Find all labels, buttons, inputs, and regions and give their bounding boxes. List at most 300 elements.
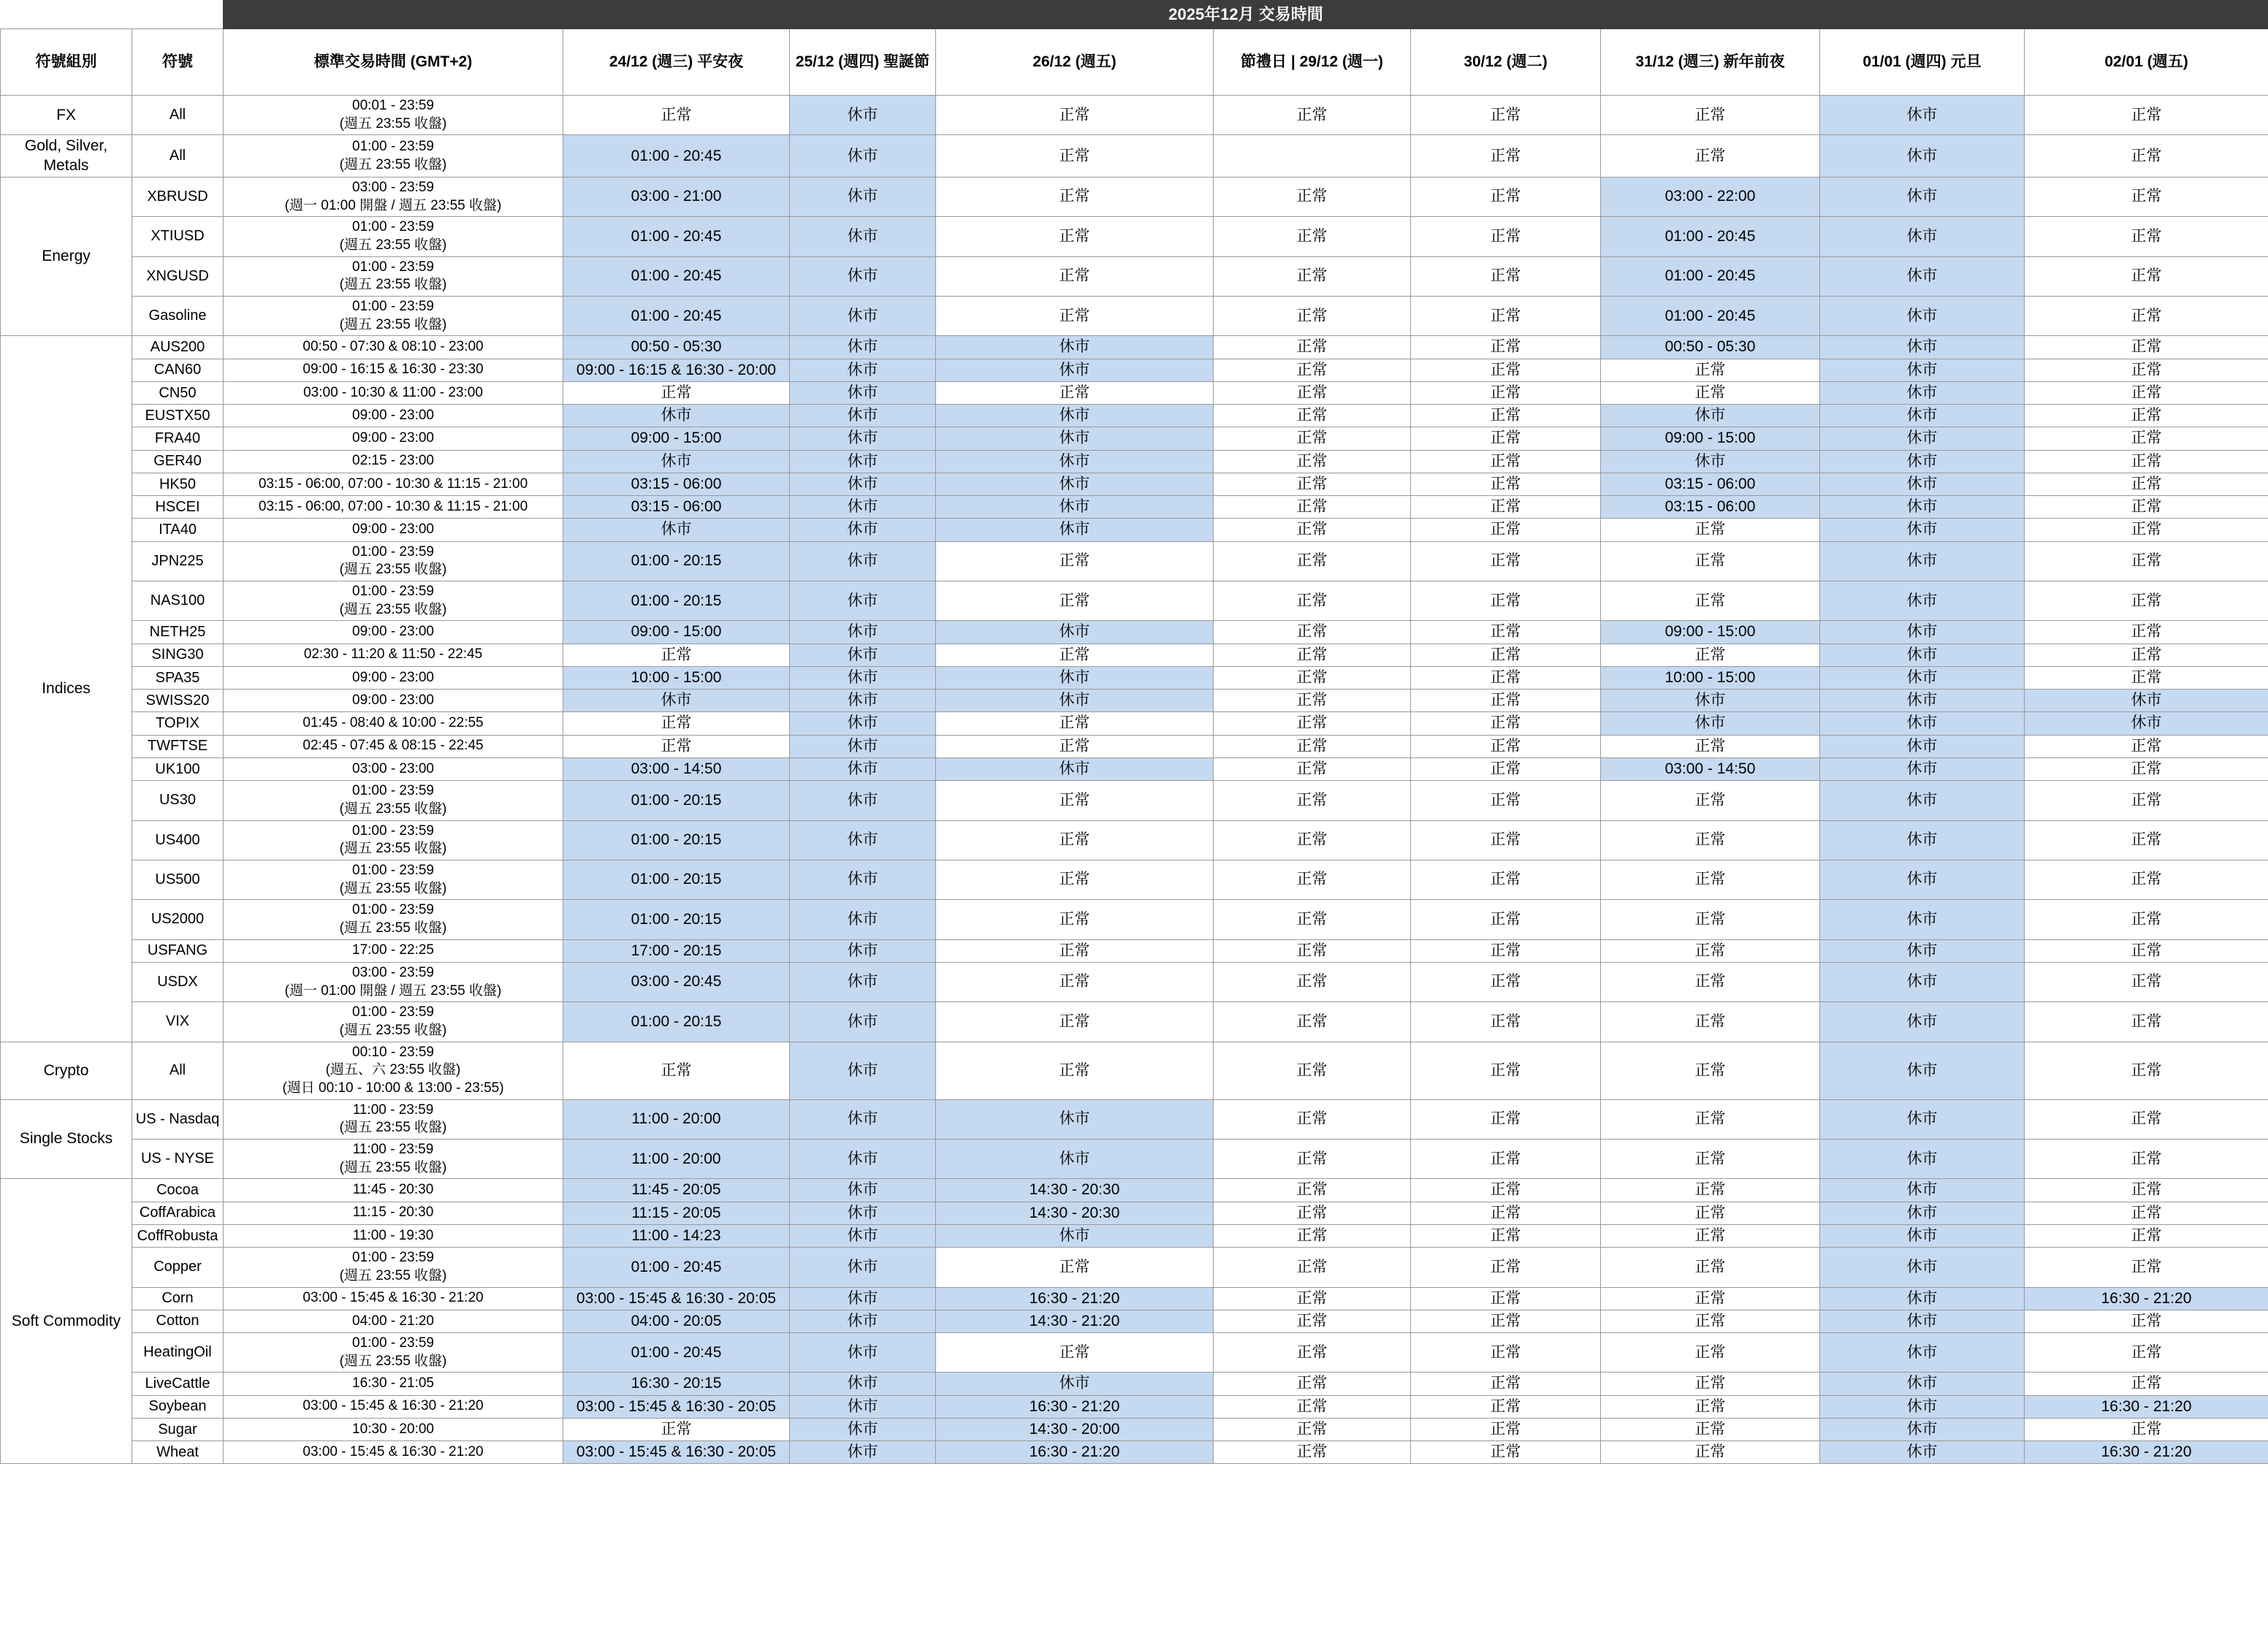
schedule-cell: 正常	[1601, 1179, 1820, 1202]
symbol-cell: CN50	[132, 381, 224, 404]
schedule-cell: 正常	[1601, 900, 1820, 939]
schedule-cell: 03:15 - 06:00	[1601, 473, 1820, 495]
schedule-cell: 正常	[2025, 1099, 2268, 1139]
column-header-4: 25/12 (週四) 聖誕節	[790, 29, 936, 96]
schedule-cell: 休市	[1820, 820, 2025, 860]
schedule-cell: 03:00 - 15:45 & 16:30 - 20:05	[563, 1441, 790, 1464]
table-row	[1, 1287, 2268, 1310]
standard-hours-line: 02:45 - 07:45 & 08:15 - 22:45	[302, 738, 484, 754]
schedule-cell: 16:30 - 21:20	[936, 1441, 1214, 1464]
schedule-cell: 休市	[1820, 336, 2025, 359]
standard-hours-cell	[224, 1333, 563, 1373]
schedule-cell: 正常	[1214, 1248, 1411, 1287]
table-row	[1, 962, 2268, 1001]
schedule-cell: 正常	[1411, 381, 1601, 404]
schedule-cell: 休市	[790, 405, 936, 427]
schedule-cell: 正常	[1601, 519, 1820, 541]
symbol-cell: CoffRobusta	[132, 1224, 224, 1247]
schedule-cell: 休市	[1820, 297, 2025, 336]
schedule-cell: 正常	[1601, 359, 1820, 381]
schedule-cell: 正常	[1601, 644, 1820, 666]
schedule-cell: 休市	[1820, 1310, 2025, 1332]
standard-hours-line: (週一 01:00 開盤 / 週五 23:55 收盤)	[284, 197, 502, 213]
schedule-cell: 正常	[1411, 1179, 1601, 1202]
column-header-1: 符號	[132, 29, 224, 96]
standard-hours-cell	[224, 1042, 563, 1099]
schedule-cell: 01:00 - 20:15	[563, 541, 790, 581]
standard-hours-cell	[224, 359, 563, 381]
schedule-cell: 14:30 - 21:20	[936, 1310, 1214, 1332]
standard-hours-cell	[224, 473, 563, 495]
table-row	[1, 217, 2268, 256]
page-title: 2025年12月 交易時間	[224, 1, 2268, 29]
schedule-cell: 正常	[2025, 666, 2268, 689]
schedule-cell: 正常	[1214, 336, 1411, 359]
standard-hours-cell	[224, 405, 563, 427]
symbol-cell: Cotton	[132, 1310, 224, 1332]
standard-hours-cell	[224, 781, 563, 820]
schedule-cell: 休市	[936, 519, 1214, 541]
schedule-cell: 休市	[790, 712, 936, 735]
schedule-cell: 正常	[2025, 1248, 2268, 1287]
standard-hours-cell	[224, 735, 563, 757]
standard-hours-cell	[224, 1002, 563, 1042]
standard-hours-cell	[224, 1441, 563, 1464]
schedule-cell: 休市	[1820, 1287, 2025, 1310]
schedule-cell: 休市	[790, 1042, 936, 1099]
schedule-cell: 10:00 - 15:00	[1601, 666, 1820, 689]
symbol-cell: All	[132, 1042, 224, 1099]
schedule-cell: 01:00 - 20:45	[563, 217, 790, 256]
schedule-cell: 正常	[2025, 735, 2268, 757]
symbol-cell: USDX	[132, 962, 224, 1001]
standard-hours-line: 11:00 - 23:59	[352, 1102, 434, 1118]
schedule-cell: 休市	[936, 405, 1214, 427]
schedule-cell: 正常	[2025, 336, 2268, 359]
schedule-cell: 正常	[1411, 1441, 1601, 1464]
table-row	[1, 900, 2268, 939]
schedule-cell: 正常	[1411, 541, 1601, 581]
standard-hours-cell	[224, 581, 563, 621]
schedule-cell: 正常	[2025, 496, 2268, 519]
schedule-cell: 正常	[2025, 450, 2268, 473]
schedule-cell: 休市	[790, 1224, 936, 1247]
schedule-cell: 正常	[2025, 177, 2268, 216]
schedule-cell: 正常	[1411, 1042, 1601, 1099]
schedule-cell: 03:00 - 21:00	[563, 177, 790, 216]
standard-hours-line: 09:00 - 16:15 & 16:30 - 23:30	[302, 362, 484, 378]
standard-hours-cell	[224, 519, 563, 541]
schedule-cell: 休市	[1601, 405, 1820, 427]
schedule-cell: 休市	[790, 450, 936, 473]
symbol-cell: CoffArabica	[132, 1202, 224, 1224]
schedule-cell: 00:50 - 05:30	[1601, 336, 1820, 359]
schedule-cell: 03:15 - 06:00	[563, 496, 790, 519]
schedule-cell: 休市	[790, 820, 936, 860]
schedule-cell: 正常	[936, 1333, 1214, 1373]
schedule-cell: 休市	[1820, 939, 2025, 962]
standard-hours-line: 11:00 - 23:59	[352, 1142, 434, 1158]
schedule-cell: 正常	[1411, 217, 1601, 256]
standard-hours-cell	[224, 962, 563, 1001]
schedule-cell: 正常	[1601, 939, 1820, 962]
schedule-cell: 休市	[790, 336, 936, 359]
schedule-cell: 休市	[790, 427, 936, 450]
schedule-cell: 休市	[1820, 135, 2025, 178]
schedule-cell: 正常	[2025, 820, 2268, 860]
schedule-cell: 正常	[2025, 860, 2268, 899]
schedule-cell: 正常	[936, 297, 1214, 336]
schedule-cell: 01:00 - 20:15	[563, 1002, 790, 1042]
schedule-cell: 正常	[1411, 1224, 1601, 1247]
standard-hours-cell	[224, 1099, 563, 1139]
symbol-cell: CAN60	[132, 359, 224, 381]
standard-hours-cell	[224, 135, 563, 178]
table-row	[1, 473, 2268, 495]
schedule-cell: 正常	[2025, 1042, 2268, 1099]
symbol-cell: EUSTX50	[132, 405, 224, 427]
standard-hours-line: 09:00 - 23:00	[352, 692, 434, 708]
schedule-cell	[1214, 135, 1411, 178]
schedule-cell: 休市	[936, 450, 1214, 473]
schedule-cell: 正常	[1601, 1441, 1820, 1464]
standard-hours-cell	[224, 1373, 563, 1395]
schedule-cell: 正常	[1411, 427, 1601, 450]
schedule-cell: 休市	[936, 1224, 1214, 1247]
schedule-cell: 正常	[1601, 135, 1820, 178]
schedule-cell: 休市	[936, 1099, 1214, 1139]
schedule-cell: 16:30 - 21:20	[936, 1395, 1214, 1418]
schedule-cell: 休市	[790, 217, 936, 256]
schedule-cell: 休市	[936, 666, 1214, 689]
schedule-cell: 休市	[790, 1140, 936, 1179]
schedule-cell: 正常	[936, 217, 1214, 256]
standard-hours-cell	[224, 820, 563, 860]
schedule-cell: 休市	[1820, 1333, 2025, 1373]
standard-hours-line: (週五 23:55 收盤)	[339, 920, 447, 936]
standard-hours-cell	[224, 757, 563, 780]
schedule-cell: 正常	[936, 900, 1214, 939]
standard-hours-line: 11:45 - 20:30	[352, 1182, 434, 1198]
symbol-cell: US2000	[132, 900, 224, 939]
schedule-cell: 休市	[1820, 541, 2025, 581]
standard-hours-cell	[224, 666, 563, 689]
schedule-cell: 休市	[790, 135, 936, 178]
schedule-cell: 16:30 - 21:20	[2025, 1441, 2268, 1464]
standard-hours-line: 04:00 - 21:20	[352, 1313, 434, 1329]
schedule-cell: 休市	[790, 621, 936, 644]
schedule-cell: 休市	[1820, 581, 2025, 621]
symbol-group-cell: Energy	[1, 177, 132, 336]
schedule-cell: 正常	[2025, 217, 2268, 256]
table-row	[1, 1248, 2268, 1287]
schedule-cell: 04:00 - 20:05	[563, 1310, 790, 1332]
schedule-cell: 正常	[1214, 781, 1411, 820]
column-header-8: 31/12 (週三) 新年前夜	[1601, 29, 1820, 96]
table-row	[1, 757, 2268, 780]
standard-hours-line: 03:15 - 06:00, 07:00 - 10:30 & 11:15 - 21:00	[258, 498, 528, 514]
standard-hours-line: 01:00 - 23:59	[352, 1004, 434, 1020]
schedule-cell: 正常	[2025, 1224, 2268, 1247]
standard-hours-cell	[224, 621, 563, 644]
schedule-cell: 休市	[790, 1248, 936, 1287]
standard-hours-line: (週五 23:55 收盤)	[339, 115, 447, 131]
schedule-cell: 休市	[790, 900, 936, 939]
standard-hours-line: (週五 23:55 收盤)	[339, 880, 447, 896]
table-row	[1, 621, 2268, 644]
symbol-cell: SPA35	[132, 666, 224, 689]
table-row	[1, 96, 2268, 135]
schedule-cell: 正常	[563, 712, 790, 735]
schedule-cell: 03:00 - 14:50	[1601, 757, 1820, 780]
standard-hours-cell	[224, 1202, 563, 1224]
schedule-cell: 正常	[1214, 644, 1411, 666]
symbol-cell: All	[132, 96, 224, 135]
symbol-cell: All	[132, 135, 224, 178]
schedule-cell: 休市	[790, 359, 936, 381]
table-row	[1, 644, 2268, 666]
standard-hours-line: 09:00 - 23:00	[352, 522, 434, 538]
symbol-cell: VIX	[132, 1002, 224, 1042]
schedule-cell: 休市	[790, 1395, 936, 1418]
schedule-cell: 休市	[1820, 735, 2025, 757]
schedule-cell: 休市	[1820, 644, 2025, 666]
schedule-cell: 休市	[790, 962, 936, 1001]
table-row	[1, 1002, 2268, 1042]
schedule-cell: 正常	[1601, 820, 1820, 860]
schedule-cell: 正常	[2025, 541, 2268, 581]
schedule-cell: 休市	[1820, 473, 2025, 495]
table-row	[1, 1395, 2268, 1418]
standard-hours-cell	[224, 690, 563, 712]
schedule-cell: 休市	[1820, 1179, 2025, 1202]
table-row	[1, 690, 2268, 712]
schedule-cell: 正常	[936, 135, 1214, 178]
schedule-cell: 正常	[2025, 757, 2268, 780]
schedule-cell: 正常	[2025, 1202, 2268, 1224]
standard-hours-cell	[224, 496, 563, 519]
schedule-cell: 正常	[1601, 735, 1820, 757]
schedule-cell: 正常	[2025, 135, 2268, 178]
table-row	[1, 177, 2268, 216]
schedule-cell: 正常	[1411, 297, 1601, 336]
standard-hours-line: 16:30 - 21:05	[352, 1375, 434, 1392]
schedule-cell: 正常	[936, 781, 1214, 820]
schedule-cell: 休市	[1601, 450, 1820, 473]
table-row	[1, 381, 2268, 404]
schedule-cell: 休市	[790, 860, 936, 899]
schedule-cell: 正常	[1601, 1099, 1820, 1139]
schedule-cell: 休市	[1820, 496, 2025, 519]
standard-hours-line: (週五 23:55 收盤)	[339, 601, 447, 617]
schedule-cell: 正常	[1411, 1395, 1601, 1418]
schedule-cell: 休市	[1820, 256, 2025, 296]
schedule-cell: 休市	[1820, 757, 2025, 780]
schedule-cell: 正常	[2025, 473, 2268, 495]
schedule-cell: 正常	[936, 712, 1214, 735]
schedule-cell: 03:00 - 22:00	[1601, 177, 1820, 216]
standard-hours-line: 09:00 - 23:00	[352, 624, 434, 640]
symbol-cell: US500	[132, 860, 224, 899]
schedule-cell: 11:15 - 20:05	[563, 1202, 790, 1224]
schedule-cell: 正常	[1411, 1002, 1601, 1042]
schedule-cell: 正常	[1601, 1140, 1820, 1179]
schedule-cell: 正常	[1601, 1333, 1820, 1373]
standard-hours-line: 01:00 - 23:59	[352, 783, 434, 799]
schedule-cell: 正常	[1601, 96, 1820, 135]
symbol-group-cell: Gold, Silver, Metals	[1, 135, 132, 178]
schedule-cell: 正常	[2025, 1140, 2268, 1179]
schedule-cell: 00:50 - 05:30	[563, 336, 790, 359]
table-row	[1, 581, 2268, 621]
schedule-cell: 01:00 - 20:45	[1601, 256, 1820, 296]
schedule-cell: 正常	[1214, 1395, 1411, 1418]
standard-hours-cell	[224, 644, 563, 666]
standard-hours-line: 00:50 - 07:30 & 08:10 - 23:00	[302, 339, 484, 355]
schedule-cell: 正常	[1411, 820, 1601, 860]
table-row	[1, 939, 2268, 962]
standard-hours-line: 03:00 - 15:45 & 16:30 - 21:20	[302, 1398, 484, 1414]
schedule-cell: 正常	[1601, 1373, 1820, 1395]
schedule-cell: 正常	[1411, 1248, 1601, 1287]
schedule-cell: 正常	[1214, 473, 1411, 495]
table-row	[1, 1042, 2268, 1099]
standard-hours-line: 01:00 - 23:59	[352, 902, 434, 918]
title-row	[1, 1, 2268, 29]
schedule-cell: 正常	[936, 962, 1214, 1001]
standard-hours-cell	[224, 1287, 563, 1310]
schedule-cell: 休市	[563, 405, 790, 427]
schedule-cell: 正常	[936, 820, 1214, 860]
schedule-cell: 09:00 - 16:15 & 16:30 - 20:00	[563, 359, 790, 381]
standard-hours-cell	[224, 939, 563, 962]
schedule-cell: 正常	[2025, 1179, 2268, 1202]
schedule-cell: 休市	[1820, 860, 2025, 899]
schedule-cell: 01:00 - 20:45	[563, 256, 790, 296]
symbol-cell: Sugar	[132, 1418, 224, 1440]
table-row	[1, 735, 2268, 757]
schedule-cell: 休市	[936, 496, 1214, 519]
symbol-cell: SWISS20	[132, 690, 224, 712]
column-header-7: 30/12 (週二)	[1411, 29, 1601, 96]
schedule-cell: 正常	[936, 860, 1214, 899]
schedule-cell: 正常	[1411, 712, 1601, 735]
schedule-cell: 正常	[1214, 381, 1411, 404]
schedule-cell: 11:00 - 20:00	[563, 1099, 790, 1139]
column-header-row	[1, 29, 2268, 96]
schedule-cell: 正常	[1214, 690, 1411, 712]
schedule-cell: 正常	[1411, 860, 1601, 899]
column-header-3: 24/12 (週三) 平安夜	[563, 29, 790, 96]
schedule-cell: 正常	[1411, 336, 1601, 359]
schedule-cell: 正常	[1601, 1310, 1820, 1332]
schedule-cell: 正常	[1411, 359, 1601, 381]
schedule-cell: 正常	[1601, 581, 1820, 621]
schedule-cell: 正常	[936, 541, 1214, 581]
schedule-cell: 16:30 - 21:20	[2025, 1287, 2268, 1310]
schedule-cell: 正常	[1214, 1333, 1411, 1373]
schedule-cell: 01:00 - 20:45	[1601, 217, 1820, 256]
table-row	[1, 496, 2268, 519]
schedule-cell: 正常	[563, 1418, 790, 1440]
table-row	[1, 781, 2268, 820]
schedule-cell: 正常	[1214, 1179, 1411, 1202]
standard-hours-line: 03:00 - 23:59	[352, 179, 434, 195]
standard-hours-cell	[224, 96, 563, 135]
schedule-cell: 正常	[1214, 1140, 1411, 1179]
schedule-cell: 正常	[1411, 1418, 1601, 1440]
schedule-cell: 正常	[1214, 962, 1411, 1001]
symbol-cell: HSCEI	[132, 496, 224, 519]
table-row	[1, 135, 2268, 178]
schedule-cell: 正常	[936, 177, 1214, 216]
schedule-cell: 正常	[1601, 1248, 1820, 1287]
schedule-cell: 正常	[1601, 541, 1820, 581]
schedule-cell: 正常	[2025, 781, 2268, 820]
schedule-cell: 休市	[1601, 712, 1820, 735]
schedule-cell: 正常	[2025, 1373, 2268, 1395]
schedule-cell: 正常	[1214, 860, 1411, 899]
schedule-cell: 正常	[1601, 1287, 1820, 1310]
schedule-cell: 休市	[936, 473, 1214, 495]
table-row	[1, 1310, 2268, 1332]
schedule-cell: 休市	[1820, 381, 2025, 404]
standard-hours-line: 01:00 - 23:59	[352, 299, 434, 314]
schedule-cell: 休市	[1820, 450, 2025, 473]
schedule-cell: 正常	[936, 256, 1214, 296]
symbol-cell: Cocoa	[132, 1179, 224, 1202]
schedule-cell: 正常	[563, 1042, 790, 1099]
schedule-cell: 01:00 - 20:45	[563, 1333, 790, 1373]
schedule-cell: 休市	[2025, 690, 2268, 712]
schedule-cell: 正常	[1214, 820, 1411, 860]
schedule-cell: 休市	[1820, 1002, 2025, 1042]
symbol-cell: TWFTSE	[132, 735, 224, 757]
schedule-cell: 正常	[2025, 1002, 2268, 1042]
schedule-cell: 休市	[790, 96, 936, 135]
schedule-cell: 休市	[936, 427, 1214, 450]
standard-hours-line: (週五 23:55 收盤)	[339, 841, 447, 857]
table-row	[1, 297, 2268, 336]
schedule-cell: 休市	[1820, 962, 2025, 1001]
standard-hours-line: (週五 23:55 收盤)	[339, 1120, 447, 1136]
schedule-cell: 01:00 - 20:45	[563, 1248, 790, 1287]
schedule-cell: 休市	[936, 359, 1214, 381]
schedule-cell: 01:00 - 20:45	[1601, 297, 1820, 336]
symbol-cell: AUS200	[132, 336, 224, 359]
symbol-cell: GER40	[132, 450, 224, 473]
schedule-cell: 正常	[936, 1248, 1214, 1287]
schedule-cell: 正常	[1214, 427, 1411, 450]
standard-hours-line: 01:00 - 23:59	[352, 219, 434, 235]
schedule-cell: 休市	[790, 473, 936, 495]
symbol-cell: XTIUSD	[132, 217, 224, 256]
schedule-cell: 休市	[1820, 177, 2025, 216]
symbol-cell: Gasoline	[132, 297, 224, 336]
schedule-cell: 正常	[1214, 900, 1411, 939]
standard-hours-cell	[224, 336, 563, 359]
schedule-cell: 休市	[790, 644, 936, 666]
schedule-cell: 休市	[790, 1287, 936, 1310]
symbol-group-cell: Crypto	[1, 1042, 132, 1099]
standard-hours-line: 11:15 - 20:30	[352, 1205, 434, 1221]
schedule-cell: 休市	[563, 519, 790, 541]
symbol-cell: NAS100	[132, 581, 224, 621]
table-row	[1, 712, 2268, 735]
standard-hours-cell	[224, 217, 563, 256]
schedule-cell: 休市	[1820, 427, 2025, 450]
schedule-cell: 正常	[1214, 621, 1411, 644]
